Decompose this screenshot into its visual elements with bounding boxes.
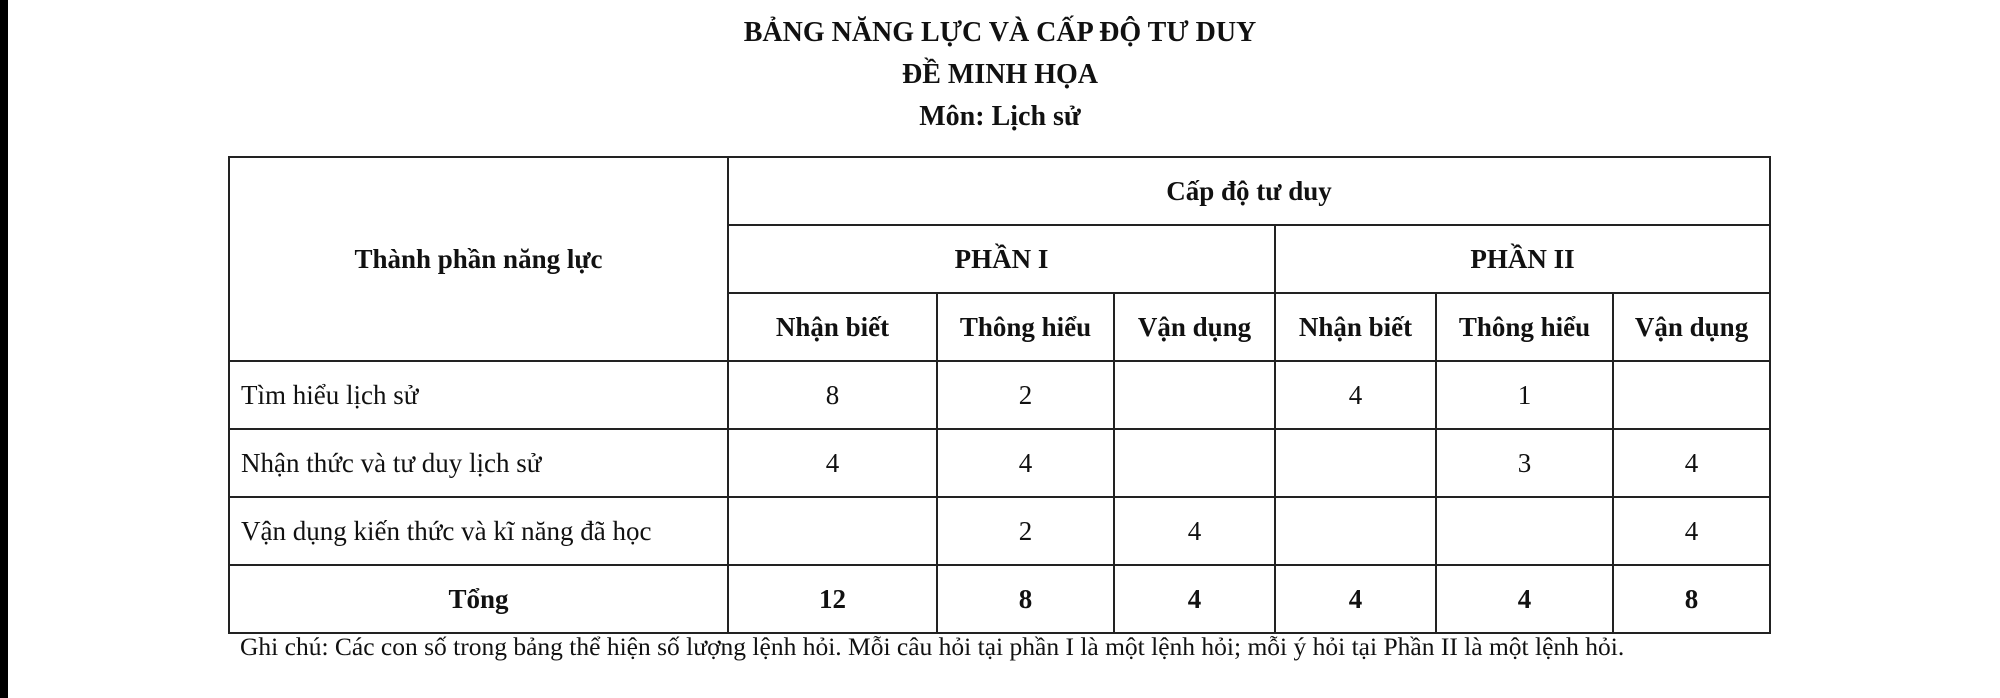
row-label: Vận dụng kiến thức và kĩ năng đã học [229,497,728,565]
table-cell [1436,497,1613,565]
row-label: Tìm hiểu lịch sử [229,361,728,429]
table-cell: 4 [937,429,1114,497]
table-cell [728,497,937,565]
table-cell: 4 [1275,361,1436,429]
table-cell: 3 [1436,429,1613,497]
header-competency: Thành phần năng lực [229,157,728,361]
header-part-1: PHẦN I [728,225,1275,293]
total-cell: 12 [728,565,937,633]
total-cell: 4 [1436,565,1613,633]
table-cell: 8 [728,361,937,429]
header-level: Thông hiểu [937,293,1114,361]
table-cell [1114,361,1275,429]
total-cell: 4 [1275,565,1436,633]
table-cell [1613,361,1770,429]
total-cell: 8 [1613,565,1770,633]
table-cell [1114,429,1275,497]
table-row [229,361,1770,429]
table-cell [1275,497,1436,565]
table-cell: 4 [1613,429,1770,497]
table-note: Ghi chú: Các con số trong bảng thể hiện số lượng lệnh hỏi. Mỗi câu hỏi tại phần I là một lệnh hỏi; mỗi ý hỏi tại Phần II là một lệnh hỏi. [240,632,1625,661]
table-cell: 4 [728,429,937,497]
table-row [229,429,1770,497]
total-cell: 4 [1114,565,1275,633]
total-label: Tổng [229,565,728,633]
table-cell: 1 [1436,361,1613,429]
total-cell: 8 [937,565,1114,633]
title-exam: ĐỀ MINH HỌA [902,59,1098,90]
title-subject: Môn: Lịch sử [919,101,1081,132]
table-cell: 4 [1114,497,1275,565]
header-row-1 [229,157,1770,225]
table-cell: 2 [937,497,1114,565]
competency-table [228,156,1771,634]
header-thinking-level: Cấp độ tư duy [728,157,1770,225]
header-level: Vận dụng [1114,293,1275,361]
table-cell: 4 [1613,497,1770,565]
header-level: Nhận biết [728,293,937,361]
table-cell [1275,429,1436,497]
header-level: Vận dụng [1613,293,1770,361]
header-level: Nhận biết [1275,293,1436,361]
table-row [229,497,1770,565]
row-label: Nhận thức và tư duy lịch sử [229,429,728,497]
header-part-2: PHẦN II [1275,225,1770,293]
document-title [0,12,2000,138]
total-row [229,565,1770,633]
table-cell: 2 [937,361,1114,429]
header-level: Thông hiểu [1436,293,1613,361]
title-main: BẢNG NĂNG LỰC VÀ CẤP ĐỘ TƯ DUY [743,17,1257,48]
